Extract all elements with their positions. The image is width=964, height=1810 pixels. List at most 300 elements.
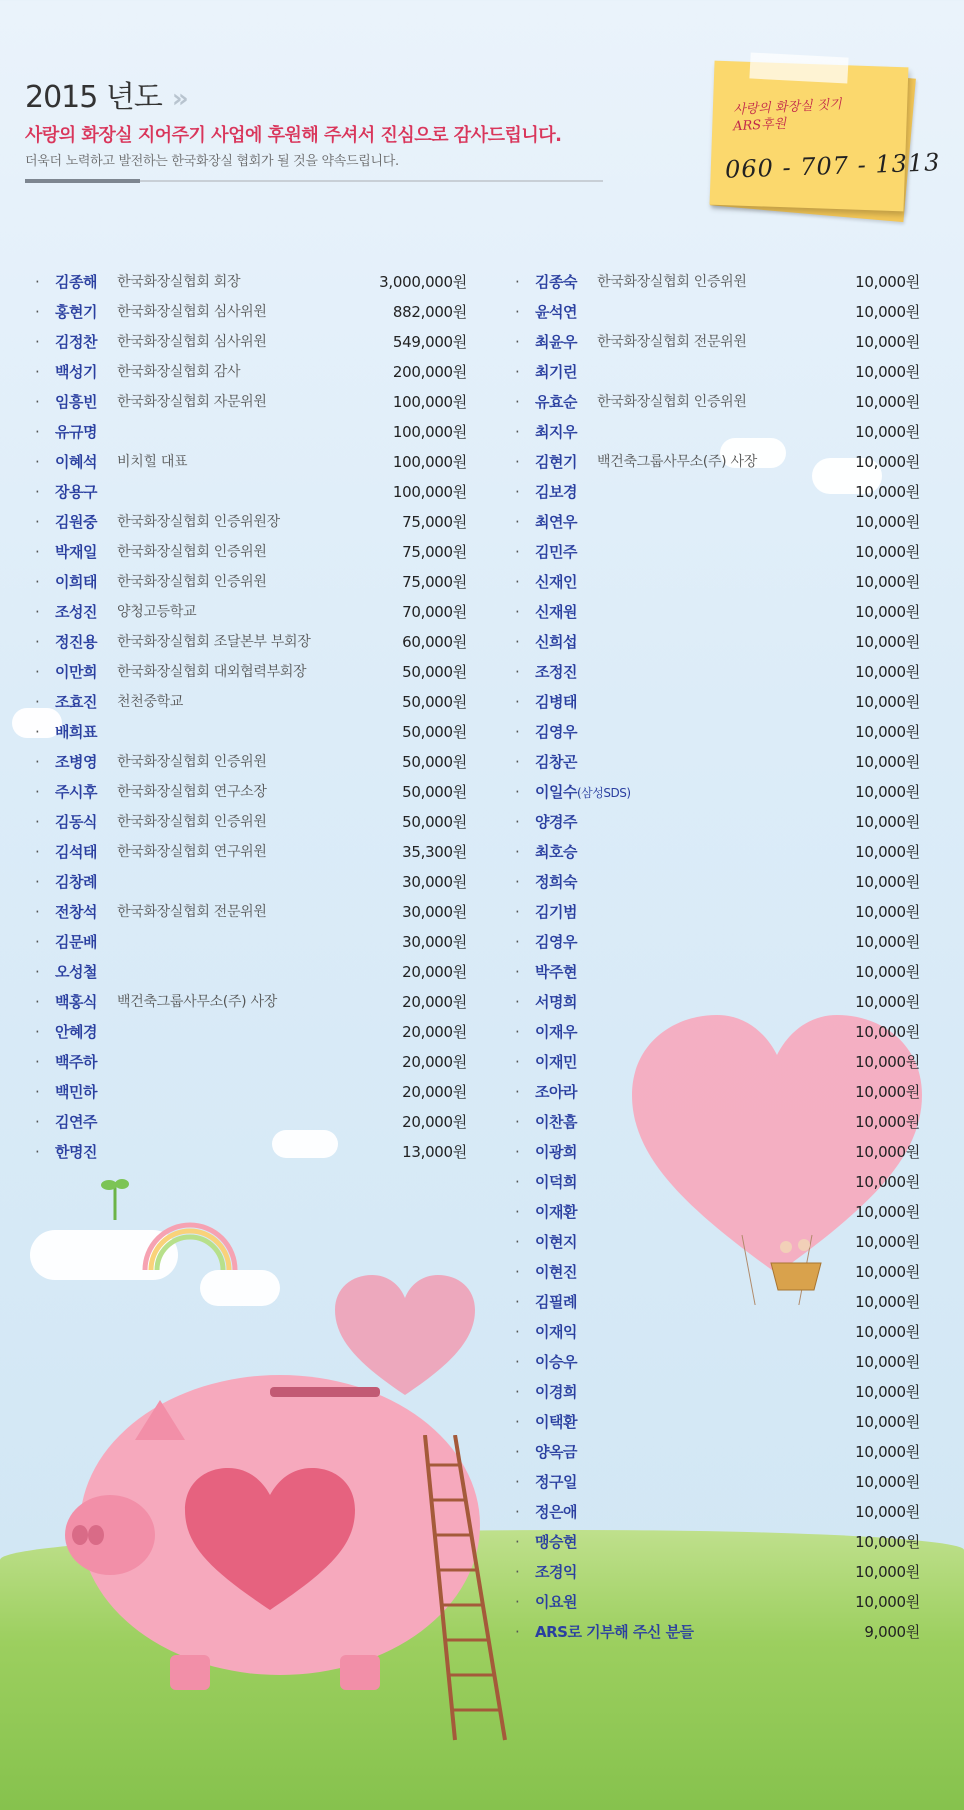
- donation-amount: 10,000원: [855, 1113, 920, 1131]
- donor-row: [35, 837, 467, 867]
- donor-name: 이경희: [535, 1383, 577, 1401]
- donor-name: 이현진: [535, 1263, 577, 1281]
- bullet-dot-icon: ·: [35, 843, 40, 861]
- bullet-dot-icon: ·: [515, 573, 520, 591]
- donor-name: 양옥금: [535, 1443, 577, 1461]
- donor-title: 한국화장실협회 인증위원: [117, 544, 267, 560]
- donor-row: [515, 297, 920, 327]
- bullet-dot-icon: ·: [35, 603, 40, 621]
- donation-amount: 3,000,000원: [379, 273, 467, 291]
- donor-row: [515, 1557, 920, 1587]
- donor-name: 김기범: [535, 903, 577, 921]
- donor-name: 조경익: [535, 1563, 577, 1581]
- donor-name: 이일수(삼성SDS): [535, 783, 631, 801]
- donor-name: 정진용: [55, 633, 97, 651]
- donor-row: [35, 597, 467, 627]
- donor-row: [35, 867, 467, 897]
- donation-amount: 100,000원: [392, 423, 467, 441]
- donor-name: 이만희: [55, 663, 97, 681]
- bullet-dot-icon: ·: [35, 513, 40, 531]
- bullet-dot-icon: ·: [515, 1383, 520, 1401]
- donor-name: 김병태: [535, 693, 577, 711]
- donor-title: 한국화장실협회 인증위원: [597, 274, 747, 290]
- donor-name: 유효순: [535, 393, 577, 411]
- donor-row: [515, 1587, 920, 1617]
- bullet-dot-icon: ·: [515, 1323, 520, 1341]
- donor-name: 이희태: [55, 573, 97, 591]
- donor-name: 최기린: [535, 363, 577, 381]
- bullet-dot-icon: ·: [515, 543, 520, 561]
- donor-title: 한국화장실협회 인증위원: [117, 814, 267, 830]
- donor-name: 조효진: [55, 693, 97, 711]
- donation-amount: 70,000원: [402, 603, 467, 621]
- bullet-dot-icon: ·: [35, 1113, 40, 1131]
- donor-title: 한국화장실협회 전문위원: [117, 904, 267, 920]
- donor-row: [35, 1047, 467, 1077]
- donor-name: 김창곤: [535, 753, 577, 771]
- donor-row: [515, 507, 920, 537]
- donor-row: [515, 477, 920, 507]
- donation-amount: 10,000원: [855, 273, 920, 291]
- bullet-dot-icon: ·: [35, 1143, 40, 1161]
- donor-row: [35, 717, 467, 747]
- donor-row: [515, 1017, 920, 1047]
- bullet-dot-icon: ·: [515, 333, 520, 351]
- bullet-dot-icon: ·: [515, 453, 520, 471]
- donor-row: [515, 807, 920, 837]
- donation-amount: 10,000원: [855, 1353, 920, 1371]
- donation-amount: 10,000원: [855, 633, 920, 651]
- bullet-dot-icon: ·: [35, 993, 40, 1011]
- donation-amount: 10,000원: [855, 663, 920, 681]
- donor-row: [515, 1377, 920, 1407]
- donation-amount: 10,000원: [855, 1503, 920, 1521]
- bullet-dot-icon: ·: [515, 933, 520, 951]
- donation-amount: 10,000원: [855, 1143, 920, 1161]
- donor-row: [515, 1197, 920, 1227]
- donation-amount: 10,000원: [855, 363, 920, 381]
- donor-row: [515, 267, 920, 297]
- donor-row: [35, 657, 467, 687]
- donation-amount: 10,000원: [855, 453, 920, 471]
- donor-row: [35, 447, 467, 477]
- bullet-dot-icon: ·: [35, 573, 40, 591]
- donor-row: [515, 777, 920, 807]
- donor-name: 오성철: [55, 963, 97, 981]
- bullet-dot-icon: ·: [35, 813, 40, 831]
- donor-title: 한국화장실협회 심사위원: [117, 304, 267, 320]
- donor-title: 한국화장실협회 자문위원: [117, 394, 267, 410]
- donation-amount: 549,000원: [392, 333, 467, 351]
- donor-name: 유규명: [55, 423, 97, 441]
- donation-amount: 10,000원: [855, 783, 920, 801]
- donor-list-right: [515, 267, 920, 1647]
- donor-name: 김정찬: [55, 333, 97, 351]
- donation-amount: 10,000원: [855, 993, 920, 1011]
- bullet-dot-icon: ·: [35, 423, 40, 441]
- donor-name: 김연주: [55, 1113, 97, 1131]
- donor-row: [515, 1437, 920, 1467]
- donation-amount: 75,000원: [402, 513, 467, 531]
- donation-amount: 10,000원: [855, 1023, 920, 1041]
- donor-row: [515, 1617, 920, 1647]
- donor-name: 이현지: [535, 1233, 577, 1251]
- donation-amount: 10,000원: [855, 843, 920, 861]
- donor-name: 정은애: [535, 1503, 577, 1521]
- donor-row: [35, 567, 467, 597]
- donor-row: [35, 387, 467, 417]
- donor-name: 이혜석: [55, 453, 97, 471]
- bullet-dot-icon: ·: [35, 903, 40, 921]
- donor-name: 최윤우: [535, 333, 577, 351]
- donor-name: 이택환: [535, 1413, 577, 1431]
- donor-name: 임흥빈: [55, 393, 97, 411]
- donation-amount: 10,000원: [855, 423, 920, 441]
- bullet-dot-icon: ·: [515, 423, 520, 441]
- donor-name: 정희숙: [535, 873, 577, 891]
- donor-name: 김원중: [55, 513, 97, 531]
- donor-name: 김보경: [535, 483, 577, 501]
- donor-row: [35, 987, 467, 1017]
- donation-amount: 200,000원: [392, 363, 467, 381]
- donor-row: [35, 627, 467, 657]
- donor-row: [515, 567, 920, 597]
- donor-name: 안혜경: [55, 1023, 97, 1041]
- donor-row: [515, 447, 920, 477]
- donor-name: 최호승: [535, 843, 577, 861]
- bullet-dot-icon: ·: [515, 1203, 520, 1221]
- bullet-dot-icon: ·: [515, 1143, 520, 1161]
- donation-amount: 60,000원: [402, 633, 467, 651]
- donor-name: 신희섭: [535, 633, 577, 651]
- bullet-dot-icon: ·: [515, 1023, 520, 1041]
- donor-name: 김영우: [535, 933, 577, 951]
- donation-amount: 10,000원: [855, 1173, 920, 1191]
- donor-name: 장용구: [55, 483, 97, 501]
- donor-title: 비치힐 대표: [117, 454, 188, 470]
- donation-amount: 100,000원: [392, 453, 467, 471]
- bullet-dot-icon: ·: [515, 363, 520, 381]
- donation-amount: 50,000원: [402, 813, 467, 831]
- donor-name: 양경주: [535, 813, 577, 831]
- bullet-dot-icon: ·: [515, 993, 520, 1011]
- donor-name: 전창석: [55, 903, 97, 921]
- bullet-dot-icon: ·: [515, 1533, 520, 1551]
- donation-amount: 50,000원: [402, 723, 467, 741]
- donation-amount: 10,000원: [855, 693, 920, 711]
- donation-amount: 10,000원: [855, 1083, 920, 1101]
- donor-row: [515, 1137, 920, 1167]
- donor-row: [35, 777, 467, 807]
- donor-name: 조정진: [535, 663, 577, 681]
- donation-amount: 20,000원: [402, 1053, 467, 1071]
- bullet-dot-icon: ·: [515, 813, 520, 831]
- bullet-dot-icon: ·: [35, 303, 40, 321]
- donor-row: [35, 1137, 467, 1167]
- bullet-dot-icon: ·: [515, 1173, 520, 1191]
- donor-row: [515, 867, 920, 897]
- donor-name: 조병영: [55, 753, 97, 771]
- bullet-dot-icon: ·: [515, 873, 520, 891]
- ars-sticky-note: [710, 61, 909, 212]
- donor-title: 한국화장실협회 조달본부 부회장: [117, 634, 311, 650]
- donor-title: 한국화장실협회 인증위원: [117, 574, 267, 590]
- bullet-dot-icon: ·: [515, 1593, 520, 1611]
- bullet-dot-icon: ·: [515, 1113, 520, 1131]
- donor-name: 이재우: [535, 1023, 577, 1041]
- bullet-dot-icon: ·: [515, 483, 520, 501]
- bullet-dot-icon: ·: [515, 1563, 520, 1581]
- donation-amount: 100,000원: [392, 393, 467, 411]
- donor-title: 한국화장실협회 대외협력부회장: [117, 664, 307, 680]
- donor-row: [515, 1257, 920, 1287]
- donor-name: 백홍식: [55, 993, 97, 1011]
- donor-row: [515, 1527, 920, 1557]
- donor-title: 한국화장실협회 심사위원: [117, 334, 267, 350]
- donor-list-left: [35, 267, 467, 1167]
- donor-name: 김동식: [55, 813, 97, 831]
- ladder-illustration: [420, 1435, 510, 1745]
- donor-name: 김필례: [535, 1293, 577, 1311]
- donor-row: [35, 957, 467, 987]
- donor-row: [515, 1167, 920, 1197]
- donation-amount: 50,000원: [402, 693, 467, 711]
- bullet-dot-icon: ·: [35, 1023, 40, 1041]
- donor-row: [515, 1047, 920, 1077]
- bullet-dot-icon: ·: [515, 903, 520, 921]
- donor-name: 최연우: [535, 513, 577, 531]
- donation-amount: 13,000원: [402, 1143, 467, 1161]
- promise-message: 더욱더 노력하고 발전하는 한국화장실 협회가 될 것을 약속드립니다.: [25, 154, 399, 169]
- donor-name: 최지우: [535, 423, 577, 441]
- bullet-dot-icon: ·: [515, 393, 520, 411]
- donation-amount: 10,000원: [855, 723, 920, 741]
- bullet-dot-icon: ·: [35, 963, 40, 981]
- donation-amount: 10,000원: [855, 573, 920, 591]
- donor-name: 맹승현: [535, 1533, 577, 1551]
- donor-row: [515, 1107, 920, 1137]
- donation-amount: 10,000원: [855, 1293, 920, 1311]
- donor-row: [515, 417, 920, 447]
- bullet-dot-icon: ·: [515, 273, 520, 291]
- donor-row: [515, 387, 920, 417]
- donation-amount: 100,000원: [392, 483, 467, 501]
- donor-row: [515, 537, 920, 567]
- donor-row: [515, 1347, 920, 1377]
- donation-amount: 10,000원: [855, 1473, 920, 1491]
- donor-name: 김창례: [55, 873, 97, 891]
- donation-amount: 30,000원: [402, 873, 467, 891]
- bullet-dot-icon: ·: [35, 933, 40, 951]
- note-line1: 사랑의 화장실 짓기: [732, 97, 843, 118]
- donation-amount: 20,000원: [402, 1023, 467, 1041]
- donor-name: 백민하: [55, 1083, 97, 1101]
- donor-row: [515, 837, 920, 867]
- donor-name: 신재인: [535, 573, 577, 591]
- donor-row: [515, 897, 920, 927]
- donor-name: 조아라: [535, 1083, 577, 1101]
- donor-row: [515, 1497, 920, 1527]
- donor-row: [515, 717, 920, 747]
- donor-row: [35, 1077, 467, 1107]
- donor-name: 김현기: [535, 453, 577, 471]
- note-line2: ARS후원: [732, 116, 787, 135]
- donor-name: 이요원: [535, 1593, 577, 1611]
- bullet-dot-icon: ·: [515, 693, 520, 711]
- donor-row: [515, 1227, 920, 1257]
- bullet-dot-icon: ·: [35, 483, 40, 501]
- donation-amount: 10,000원: [855, 753, 920, 771]
- donor-name: 조성진: [55, 603, 97, 621]
- donor-row: [515, 957, 920, 987]
- donor-row: [35, 1107, 467, 1137]
- donor-name: 김종숙: [535, 273, 577, 291]
- donor-name: 이찬흠: [535, 1113, 577, 1131]
- bullet-dot-icon: ·: [35, 663, 40, 681]
- donation-amount: 20,000원: [402, 963, 467, 981]
- donation-amount: 10,000원: [855, 1053, 920, 1071]
- bullet-dot-icon: ·: [515, 303, 520, 321]
- bullet-dot-icon: ·: [515, 603, 520, 621]
- bullet-dot-icon: ·: [35, 753, 40, 771]
- donor-name: 김영우: [535, 723, 577, 741]
- donor-row: [35, 357, 467, 387]
- donation-amount: 10,000원: [855, 1413, 920, 1431]
- donation-amount: 75,000원: [402, 573, 467, 591]
- donor-title: 한국화장실협회 연구위원: [117, 844, 267, 860]
- donation-amount: 882,000원: [392, 303, 467, 321]
- donor-title: 백건축그룹사무소(주) 사장: [597, 454, 757, 470]
- donation-amount: 10,000원: [855, 1203, 920, 1221]
- donor-name: 김종해: [55, 273, 97, 291]
- bullet-dot-icon: ·: [515, 663, 520, 681]
- donation-amount: 20,000원: [402, 1083, 467, 1101]
- donor-row: [515, 597, 920, 627]
- donation-amount: 30,000원: [402, 933, 467, 951]
- donation-amount: 10,000원: [855, 1263, 920, 1281]
- donor-name: 주시후: [55, 783, 97, 801]
- bullet-dot-icon: ·: [515, 1503, 520, 1521]
- donor-row: [515, 327, 920, 357]
- donor-row: [515, 627, 920, 657]
- donor-row: [515, 987, 920, 1017]
- donation-amount: 20,000원: [402, 1113, 467, 1131]
- bullet-dot-icon: ·: [515, 1473, 520, 1491]
- donation-amount: 10,000원: [855, 393, 920, 411]
- bullet-dot-icon: ·: [515, 1623, 520, 1641]
- bullet-dot-icon: ·: [515, 513, 520, 531]
- bullet-dot-icon: ·: [515, 843, 520, 861]
- donor-name: 김민주: [535, 543, 577, 561]
- donation-amount: 20,000원: [402, 993, 467, 1011]
- donor-name: 이덕희: [535, 1173, 577, 1191]
- donation-amount: 50,000원: [402, 783, 467, 801]
- donor-row: [515, 747, 920, 777]
- donor-row: [35, 687, 467, 717]
- page-title: [25, 72, 188, 116]
- donation-amount: 10,000원: [855, 333, 920, 351]
- donor-name: 윤석연: [535, 303, 577, 321]
- bullet-dot-icon: ·: [35, 873, 40, 891]
- bullet-dot-icon: ·: [515, 1353, 520, 1371]
- donor-name: 백성기: [55, 363, 97, 381]
- bullet-dot-icon: ·: [515, 1293, 520, 1311]
- bullet-dot-icon: ·: [515, 963, 520, 981]
- bullet-dot-icon: ·: [35, 1083, 40, 1101]
- donor-name: 홍현기: [55, 303, 97, 321]
- donor-name: 박재일: [55, 543, 97, 561]
- donation-amount: 10,000원: [855, 813, 920, 831]
- donation-amount: 30,000원: [402, 903, 467, 921]
- bullet-dot-icon: ·: [515, 753, 520, 771]
- bullet-dot-icon: ·: [515, 783, 520, 801]
- year-label: 2015 년도: [25, 80, 162, 115]
- donor-name: 이승우: [535, 1353, 577, 1371]
- bullet-dot-icon: ·: [35, 453, 40, 471]
- cloud-decoration: [200, 1270, 280, 1306]
- thanks-message: 사랑의 화장실 지어주기 사업에 후원해 주셔서 진심으로 감사드립니다.: [25, 125, 562, 146]
- piggy-bank-illustration: [40, 1365, 480, 1695]
- bullet-dot-icon: ·: [35, 273, 40, 291]
- donor-row: [515, 927, 920, 957]
- donor-row: [35, 927, 467, 957]
- donor-affiliation-note: (삼성SDS): [576, 786, 631, 800]
- donor-row: [515, 1317, 920, 1347]
- donor-title: 한국화장실협회 인증위원장: [117, 514, 280, 530]
- donor-row: [515, 1467, 920, 1497]
- donor-title: 한국화장실협회 감사: [117, 364, 241, 380]
- donation-amount: 10,000원: [855, 603, 920, 621]
- bullet-dot-icon: ·: [515, 1443, 520, 1461]
- donor-row: [35, 477, 467, 507]
- donation-amount: 10,000원: [855, 963, 920, 981]
- donor-row: [515, 357, 920, 387]
- donor-title: 한국화장실협회 전문위원: [597, 334, 747, 350]
- donation-amount: 10,000원: [855, 1593, 920, 1611]
- donation-amount: 9,000원: [864, 1623, 920, 1641]
- donation-amount: 10,000원: [855, 873, 920, 891]
- donor-title: 백건축그룹사무소(주) 사장: [117, 994, 277, 1010]
- donor-row: [35, 267, 467, 297]
- donor-row: [35, 1017, 467, 1047]
- bullet-dot-icon: ·: [35, 543, 40, 561]
- bullet-dot-icon: ·: [35, 693, 40, 711]
- bullet-dot-icon: ·: [35, 633, 40, 651]
- header-divider-accent: [25, 179, 140, 183]
- bullet-dot-icon: ·: [515, 1083, 520, 1101]
- donation-amount: 50,000원: [402, 663, 467, 681]
- donor-name: 백주하: [55, 1053, 97, 1071]
- donation-amount: 10,000원: [855, 1323, 920, 1341]
- donor-row: [35, 417, 467, 447]
- bullet-dot-icon: ·: [515, 1263, 520, 1281]
- donation-amount: 50,000원: [402, 753, 467, 771]
- bullet-dot-icon: ·: [515, 1053, 520, 1071]
- donor-row: [35, 297, 467, 327]
- tape-decoration: [749, 52, 848, 83]
- donor-name: 이재환: [535, 1203, 577, 1221]
- donor-title: 한국화장실협회 인증위원: [117, 754, 267, 770]
- donor-title: 한국화장실협회 인증위원: [597, 394, 747, 410]
- rainbow-illustration: [140, 1220, 240, 1270]
- donor-row: [35, 537, 467, 567]
- donor-row: [35, 807, 467, 837]
- donation-amount: 75,000원: [402, 543, 467, 561]
- donor-row: [515, 1407, 920, 1437]
- bullet-dot-icon: ·: [515, 633, 520, 651]
- donor-row: [35, 507, 467, 537]
- donation-amount: 10,000원: [855, 1443, 920, 1461]
